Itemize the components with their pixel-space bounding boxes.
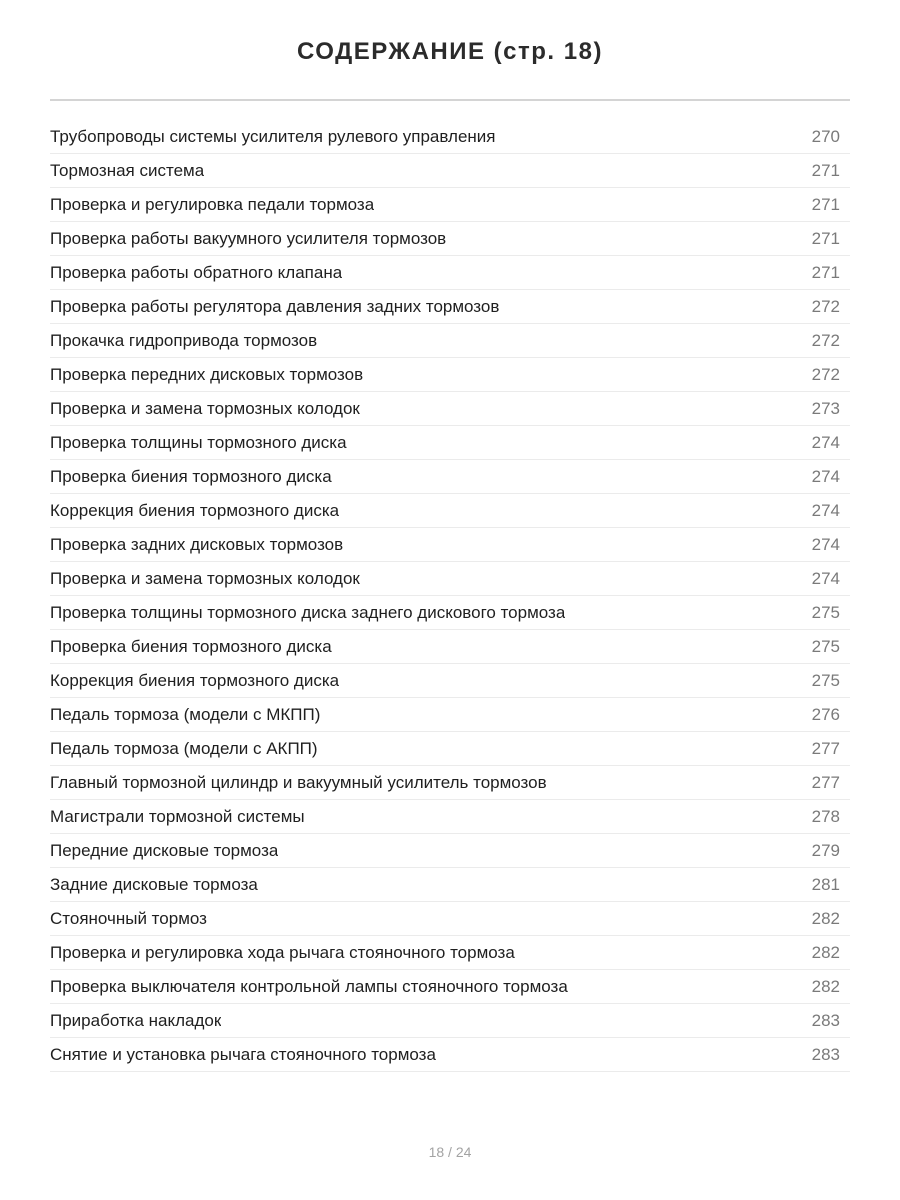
toc-entry-page: 277	[811, 738, 840, 758]
toc-entry-title: Проверка работы обратного клапана	[50, 262, 343, 282]
toc-entry[interactable]	[50, 188, 850, 222]
toc-entry[interactable]	[50, 800, 850, 834]
toc-entry[interactable]	[50, 562, 850, 596]
toc-entry-title: Магистрали тормозной системы	[50, 806, 305, 826]
toc-entry-title: Проверка работы регулятора давления задних тормозов	[50, 296, 500, 316]
toc-entry-page: 271	[811, 160, 840, 180]
toc-entry[interactable]	[50, 766, 850, 800]
toc-entry-title: Проверка и регулировка педали тормоза	[50, 194, 375, 214]
toc-entry-page: 274	[811, 466, 840, 486]
toc-entry[interactable]	[50, 222, 850, 256]
toc-entry-title: Трубопроводы системы усилителя рулевого управления	[50, 126, 496, 146]
toc-entry-page: 278	[811, 806, 840, 826]
toc-entry-title: Прокачка гидропривода тормозов	[50, 330, 318, 350]
toc-entry-page: 282	[811, 908, 840, 928]
toc-entry[interactable]	[50, 1038, 850, 1072]
toc-entry-title: Проверка биения тормозного диска	[50, 636, 332, 656]
toc-entry[interactable]	[50, 970, 850, 1004]
toc-entry-page: 275	[811, 636, 840, 656]
toc-entry[interactable]	[50, 324, 850, 358]
toc-entry-title: Проверка выключателя контрольной лампы стояночного тормоза	[50, 976, 568, 996]
toc-entry-title: Проверка толщины тормозного диска	[50, 432, 347, 452]
toc-entry[interactable]	[50, 460, 850, 494]
toc-entry-title: Проверка работы вакуумного усилителя тормозов	[50, 228, 447, 248]
toc-entry[interactable]	[50, 256, 850, 290]
toc-entry[interactable]	[50, 426, 850, 460]
toc-entry-page: 279	[811, 840, 840, 860]
toc-entry-title: Проверка биения тормозного диска	[50, 466, 332, 486]
toc-entry-title: Проверка передних дисковых тормозов	[50, 364, 364, 384]
toc-entry-page: 281	[811, 874, 840, 894]
toc-entry-page: 277	[811, 772, 840, 792]
toc-entry-page: 270	[811, 126, 840, 146]
toc-entry[interactable]	[50, 664, 850, 698]
toc-entry-page: 274	[811, 534, 840, 554]
toc-entry[interactable]	[50, 834, 850, 868]
toc-entry-title: Задние дисковые тормоза	[50, 874, 258, 894]
toc-entry[interactable]	[50, 290, 850, 324]
toc-entry-title: Передние дисковые тормоза	[50, 840, 279, 860]
toc-entry-title: Проверка и замена тормозных колодок	[50, 398, 360, 418]
toc-entry-title: Проверка задних дисковых тормозов	[50, 534, 344, 554]
toc-entry[interactable]	[50, 936, 850, 970]
toc-entry[interactable]	[50, 154, 850, 188]
toc-entry[interactable]	[50, 1004, 850, 1038]
toc-entry[interactable]	[50, 902, 850, 936]
toc-entry-page: 274	[811, 500, 840, 520]
page-indicator: 18 / 24	[428, 1144, 472, 1160]
toc-entry-title: Тормозная система	[50, 160, 205, 180]
toc-entry-title: Педаль тормоза (модели с АКПП)	[50, 738, 318, 758]
toc-entry-page: 276	[811, 704, 840, 724]
toc-entry-title: Проверка и регулировка хода рычага стояночного тормоза	[50, 942, 515, 962]
toc-entry[interactable]	[50, 630, 850, 664]
toc-entry-title: Коррекция биения тормозного диска	[50, 500, 340, 520]
toc-entry-page: 274	[811, 432, 840, 452]
toc-entry-page: 272	[811, 330, 840, 350]
toc-entry-title: Проверка толщины тормозного диска заднего дискового тормоза	[50, 602, 566, 622]
toc-entry-title: Приработка накладок	[50, 1010, 222, 1030]
toc-entry-page: 275	[811, 602, 840, 622]
toc-entry-title: Проверка и замена тормозных колодок	[50, 568, 360, 588]
toc-entry-page: 283	[811, 1044, 840, 1064]
toc-entry-page: 282	[811, 942, 840, 962]
toc-entry[interactable]	[50, 358, 850, 392]
toc-entry[interactable]	[50, 732, 850, 766]
toc-entry-page: 283	[811, 1010, 840, 1030]
toc-entry[interactable]	[50, 120, 850, 154]
toc-entry-page: 272	[811, 296, 840, 316]
toc-entry[interactable]	[50, 392, 850, 426]
toc-entry-page: 271	[811, 194, 840, 214]
toc-entry[interactable]	[50, 698, 850, 732]
toc-entry-title: Снятие и установка рычага стояночного тормоза	[50, 1044, 436, 1064]
toc-entry-page: 271	[811, 262, 840, 282]
toc-entry[interactable]	[50, 868, 850, 902]
toc-entry-title: Стояночный тормоз	[50, 908, 207, 928]
page-title: СОДЕРЖАНИЕ (стр. 18)	[297, 38, 603, 65]
title-divider	[50, 99, 850, 101]
toc-entry-page: 271	[811, 228, 840, 248]
toc-list	[50, 120, 850, 1072]
toc-entry[interactable]	[50, 596, 850, 630]
toc-entry-title: Коррекция биения тормозного диска	[50, 670, 340, 690]
toc-entry-title: Главный тормозной цилиндр и вакуумный усилитель тормозов	[50, 772, 547, 792]
toc-entry-page: 274	[811, 568, 840, 588]
toc-entry-page: 273	[811, 398, 840, 418]
toc-entry-page: 272	[811, 364, 840, 384]
toc-entry-page: 275	[811, 670, 840, 690]
toc-entry-page: 282	[811, 976, 840, 996]
toc-entry[interactable]	[50, 528, 850, 562]
toc-entry-title: Педаль тормоза (модели с МКПП)	[50, 704, 321, 724]
toc-entry[interactable]	[50, 494, 850, 528]
